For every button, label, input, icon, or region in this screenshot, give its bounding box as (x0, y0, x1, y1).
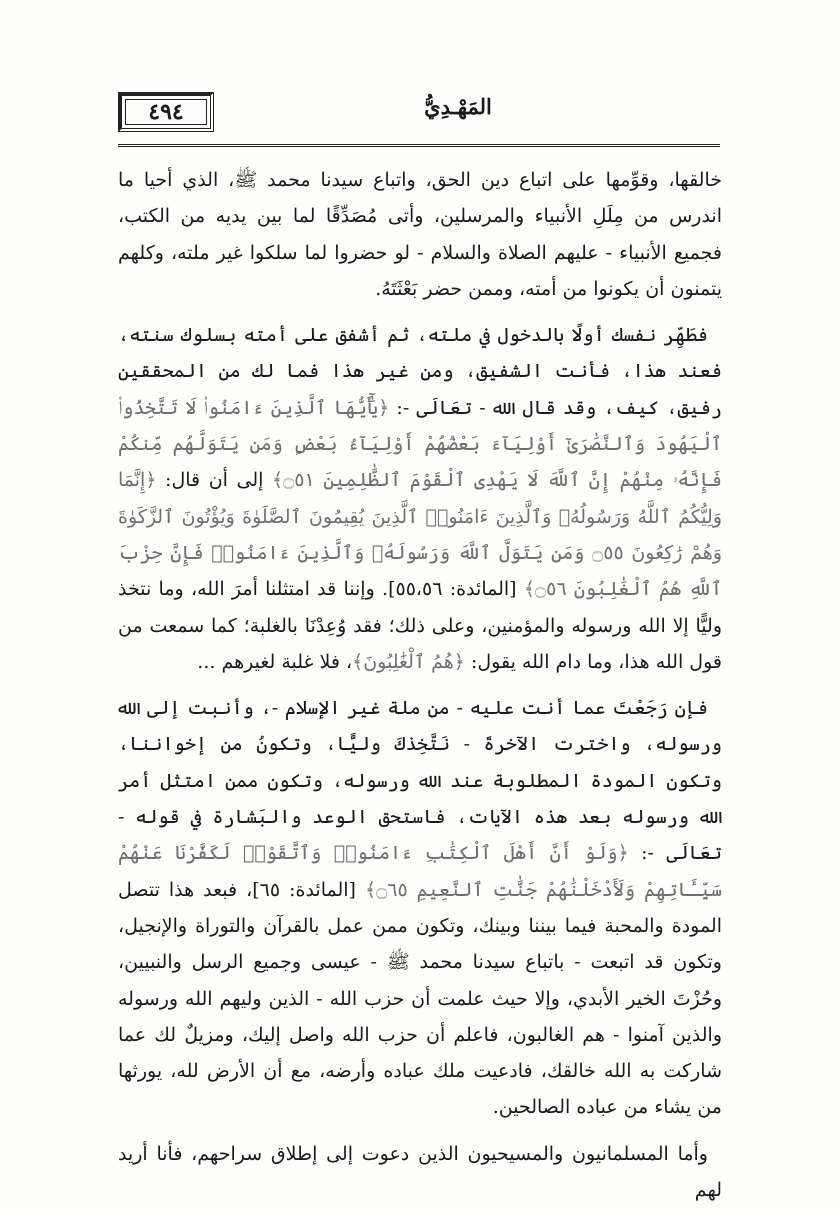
paragraph-3 (118, 690, 722, 1126)
paragraph-4 (118, 1136, 722, 1208)
header-divider (118, 144, 720, 147)
quran-verse: ﴿إِنَّمَا وَلِيُّكُمُ ٱللَّهُ وَرَسُولُهُۥ وَٱلَّذِينَ ءَامَنُوا۟ ٱلَّذِينَ يُقِيمُونَ ٱلصَّلَوٰةَ وَيُؤْتُونَ ٱلزَّكَوٰةَ وَهُمْ رَٰكِعُونَ ۝٥٥ وَمَن يَتَوَلَّ ٱللَّهَ وَرَسُولَهُۥ وَٱلَّذِينَ ءَامَنُوا۟ فَإِنَّ حِزْبَ ٱللَّهِ هُمُ ٱلْغَٰلِبُونَ ۝٥٦﴾ (118, 469, 722, 601)
text-segment: فطَهِّر نفسك أولًا بالدخول في ملته، ثم أشفق على أمته بسلوك سنته، فعند هذا، فأنت الشفيق، ومن غير هذا فما لك من المحققين رفيق، كيف، وقد قال الله - تعَالَى -: (118, 324, 722, 419)
running-title: المَهْـدِيُّ (424, 94, 492, 119)
text-segment: وأما المسلمانيون والمسيحيون الذين دعوت إلى إطلاق سراحهم، فأنا أريد لهم (118, 1142, 722, 1202)
page-header (118, 92, 720, 148)
quran-verse: ﴿وَلَوْ أَنَّ أَهْلَ ٱلْكِتَٰبِ ءَامَنُوا۟ وَٱتَّقَوْا۟ لَكَفَّرْنَا عَنْهُمْ سَيِّـَٔاتِهِمْ وَلَأَدْخَلْنَٰهُمْ جَنَّٰتِ ٱلنَّعِيمِ ۝٦٥﴾ (118, 842, 723, 901)
quran-verse: ﴿هُمُ ٱلْغَٰلِبُونَ﴾ (352, 650, 465, 673)
body-text (118, 162, 722, 1208)
text-segment: فإن رَجَعْتَ عما أنت عليه - من ملة غير الإسلام -، وأنبت إلى الله ورسوله، واخترت الآخرةَ - نَتَّخِذكَ وليًّا، وتكونُ من إخواننا، وتكون المودة المطلوبة عند الله ورسوله، وتكون ممن امتثل أمر الله ورسوله بعد هذه الآيات، فاستحق الوعد والبَشارة في قوله - تعَالَى -: (118, 697, 722, 865)
text-segment: [المائدة: ٦٥]، فبعد هذا تتصل المودة والمحبة فيما بيننا وبينك، وتكون ممن عمل بالقرآن والتوراة والإنجيل، وتكون قد اتبعت - باتباع سيدنا محمد ﷺ - عيسى وجميع الرسل والنبيين، وحُزْتَ الخير الأبدي، وإلا حيث علمت أن حزب الله - الذين وليهم الله ورسوله والذين آمنوا - هم الغالبون، فاعلم أن حزب الله واصل إليك، ومزيلٌ لك عما شاركت به الله خالقك، فادعيت ملك عباده وأرضه، مع أن الأرض لله، يورثها من يشاء من عباده الصالحين. (118, 878, 722, 1119)
text-segment: [المائدة: ٥٥،٥٦]. وإننا قد امتثلنا أمرَ الله، وما نتخذ وليًّا إلا الله ورسوله والمؤمنين، وعلى ذلك؛ فقد وُعِدْنَا بالغلبة؛ كما سمعت من قول الله هذا، وما دام الله يقول: (118, 578, 722, 673)
text-segment: إلى أن قال: (156, 469, 272, 492)
quran-verse: ﴿يَٰٓأَيُّهَا ٱلَّذِينَ ءَامَنُوا۟ لَا تَتَّخِذُوا۟ ٱلْيَهُودَ وَٱلنَّصَٰرَىٰٓ أَوْلِيَآءَ بَعْضُهُمْ أَوْلِيَآءُ بَعْضٍ وَمَن يَتَوَلَّهُم مِّنكُمْ فَإِنَّهُۥ مِنْهُمْ إِنَّ ٱللَّهَ لَا يَهْدِى ٱلْقَوْمَ ٱلظَّٰلِمِينَ ۝٥١﴾ (118, 396, 722, 492)
text-segment: خالقها، وقوِّمها على اتباع دين الحق، واتباع سيدنا محمد ﷺ، الذي أحيا ما اندرس من مِلَلِ الأنبياء والمرسلين، وأتى مُصَدِّقًا لما بين يديه من الكتب، فجميع الأنبياء - عليهم الصلاة والسلام - لو حضروا لما سلكوا غير ملته، وكلهم يتمنون أن يكونوا من أمته، وممن حضر بَعْثَتَهُ. (118, 169, 722, 300)
paragraph-2 (118, 317, 722, 680)
page-number: ٤٩٤ (118, 92, 214, 132)
paragraph-1 (118, 162, 722, 307)
text-segment: ، فلا غلبة لغيرهم ... (197, 650, 353, 673)
